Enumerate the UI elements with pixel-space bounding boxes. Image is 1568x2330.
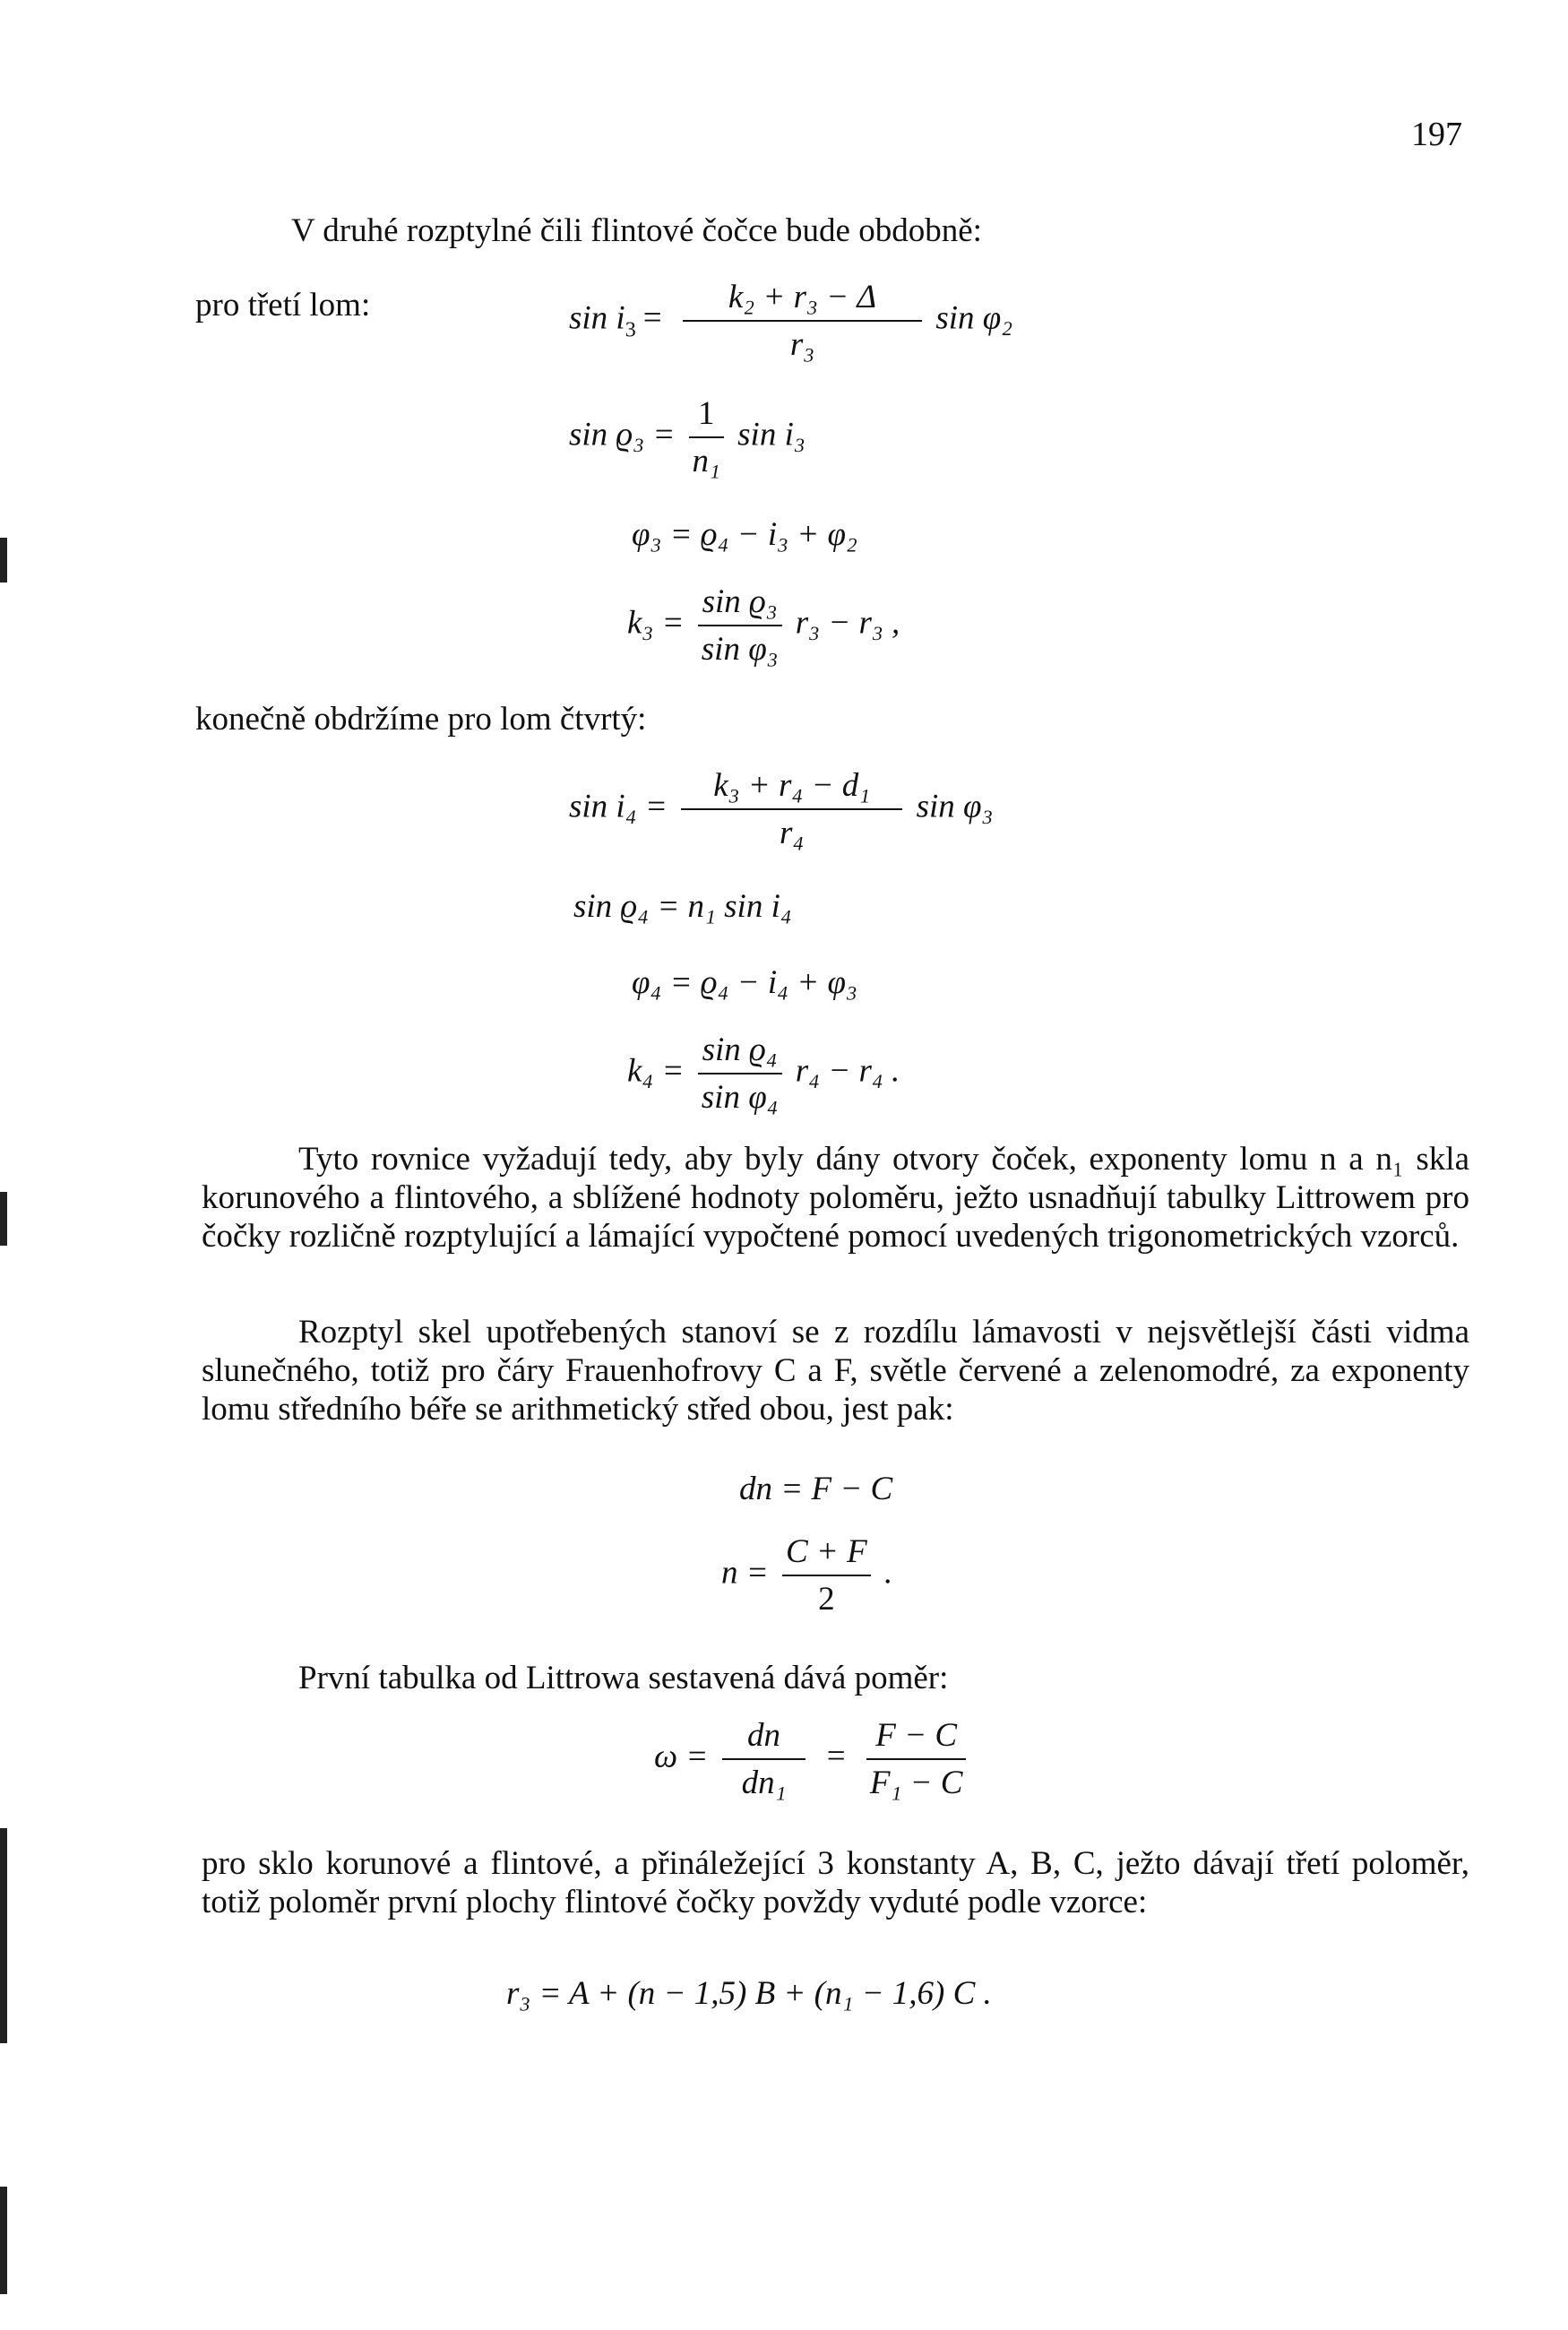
- equation-sin-i3: $\sin i_3$ = $\frac{\text{k₂ + r₃ − Δ}}{\text{r₃}}$ sin φ₂: [569, 279, 1013, 363]
- fraction: [698, 582, 782, 669]
- binding-edge-mark: [0, 1192, 7, 1246]
- equation-omega: [654, 1716, 971, 1802]
- binding-edge-mark: [0, 2187, 7, 2294]
- page-number: 197: [1411, 116, 1462, 153]
- denominator: r₄: [681, 808, 902, 852]
- numerator: k₂ + r₃ − Δ: [728, 279, 877, 315]
- numerator: sin ϱ₄: [702, 1031, 778, 1068]
- fraction: [866, 1716, 967, 1802]
- denominator: sin φ₄: [698, 1073, 782, 1117]
- numerator: 1: [697, 395, 715, 432]
- eq-lhs: k₄ =: [627, 1052, 685, 1090]
- fraction: [683, 278, 922, 364]
- denominator: r₃: [683, 320, 922, 364]
- eq-rhs: sin i₃: [737, 416, 806, 453]
- binding-edge-mark: [0, 1828, 7, 2043]
- equation-k3: [627, 582, 900, 669]
- fraction: [722, 1716, 806, 1802]
- denominator: F₁ − C: [866, 1758, 967, 1802]
- eq-lhs: sin i₄ =: [569, 788, 668, 825]
- numerator: sin ϱ₃: [702, 583, 778, 620]
- eq-rhs: sin φ₃: [916, 788, 994, 825]
- numerator: k₃ + r₄ − d₁: [713, 767, 871, 804]
- equation-n: [721, 1532, 892, 1618]
- paragraph-1: Tyto rovnice vyžadují tedy, aby byly dány otvory čoček, exponenty lomu n a n₁ skla korunového a flintového, a sblížené hodnoty poloměru, ježto usnadňují tabulky Littrowem pro čočky rozličně rozptylující a lámající vypočtené pomocí uvedených trigonometrických vzorců.: [202, 1141, 1469, 1255]
- eq-rhs: r₄ − r₄ .: [795, 1052, 900, 1090]
- equation-sin-i4: [569, 766, 993, 852]
- denominator: dn₁: [722, 1758, 806, 1802]
- numerator: F − C: [875, 1717, 958, 1754]
- denominator: 2: [782, 1575, 871, 1618]
- fraction: [782, 1532, 871, 1618]
- binding-edge-mark: [0, 538, 7, 582]
- equation-r3: r₃ = A + (n − 1,5) B + (n₁ − 1,6) C .: [506, 1975, 992, 2012]
- label-fourth-refraction: konečně obdržíme pro lom čtvrtý:: [195, 701, 647, 738]
- label-third-refraction: pro třetí lom:: [195, 287, 371, 324]
- eq-lhs: k₃ =: [627, 604, 685, 642]
- intro-line: V druhé rozptylné čili flintové čočce bude obdobně:: [291, 212, 982, 249]
- numerator: C + F: [785, 1533, 867, 1570]
- fraction: [698, 1031, 782, 1117]
- paragraph-4: pro sklo korunové a flintové, a přináležející 3 konstanty A, B, C, ježto dávají třetí poloměr, totiž poloměr první plochy flintové čočky povždy vyduté podle vzorce:: [202, 1845, 1469, 1920]
- equation-sin-rho3: [569, 394, 806, 480]
- eq-rhs: sin φ₂: [935, 299, 1013, 337]
- paragraph-2: Rozptyl skel upotřebených stanoví se z rozdílu lámavosti v nejsvětlejší části vidma slunečného, totiž pro čáry Frauenhofrovy C a F, světle červené a zelenomodré, za exponenty lomu středního béře se arithmetický střed obou, jest pak:: [202, 1314, 1469, 1428]
- equation-dn: dn = F − C: [739, 1471, 893, 1507]
- numerator: dn: [747, 1717, 781, 1754]
- eq-lhs: ω =: [654, 1738, 709, 1775]
- eq-rhs: r₃ − r₃ ,: [795, 604, 900, 642]
- denominator: sin φ₃: [698, 625, 782, 669]
- fraction: [681, 766, 902, 852]
- equation-phi3: φ₃ = ϱ₄ − i₃ + φ₂: [632, 516, 857, 553]
- eq-rhs: .: [883, 1554, 893, 1592]
- eq-lhs: sin ϱ₃ =: [569, 416, 676, 453]
- paragraph-3: První tabulka od Littrowa sestavená dává poměr:: [298, 1660, 949, 1696]
- fraction: [689, 394, 724, 480]
- equation-k4: [627, 1031, 900, 1117]
- equation-sin-rho4: sin ϱ₄ = n₁ sin i₄: [573, 888, 792, 925]
- eq-lhs: sin i: [569, 299, 625, 337]
- equals-sign: =: [826, 1738, 846, 1775]
- equation-phi4: φ₄ = ϱ₄ − i₄ + φ₃: [632, 964, 857, 1001]
- eq-lhs: n =: [721, 1554, 769, 1592]
- denominator: n₁: [689, 436, 724, 480]
